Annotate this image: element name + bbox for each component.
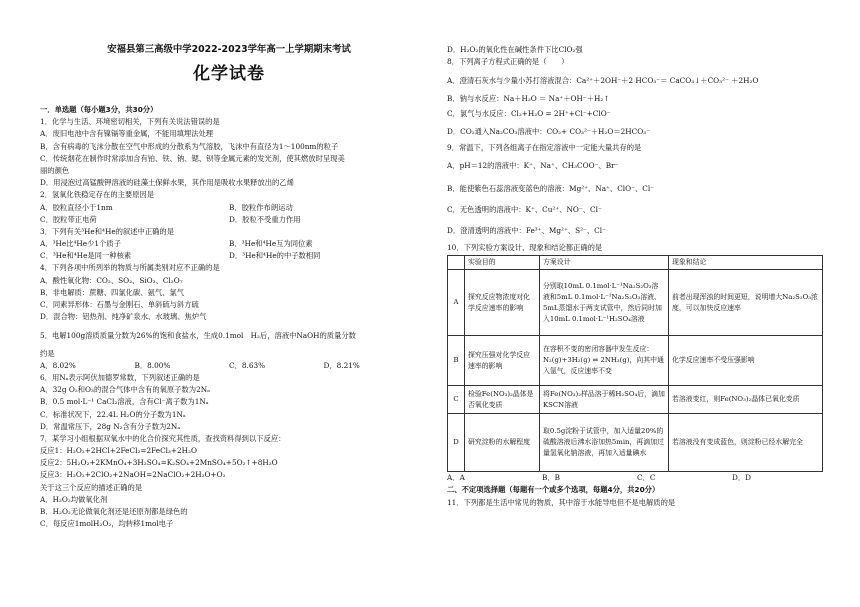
q7-reaction-3: 反应3：H₂O₂+2ClO₂+2NaOH=2NaClO₂+2H₂O+O₂ — [40, 470, 226, 480]
q9-option-c: C．无色透明的溶液中：K⁺、Cu²⁺、NO⁻、Cl⁻ — [447, 204, 602, 214]
q3-option-d: D．³He和⁴He的中子数相同 — [229, 251, 321, 261]
row-purpose: 检验Fe(NO₃)₂晶体是否氧化变质 — [465, 386, 540, 414]
q3-option-a: A．³He比⁴He少1个质子 — [40, 239, 121, 249]
q1-option-c: C．传统烟花在制作时常添加含有铂、铁、钠、锶、钡等金属元素的发光剂，使其燃放时呈现美 — [40, 153, 345, 163]
row-result: 前者出现浑浊的时间更短，说明增大Na₂S₂O₃浓度，可以加快反应速率 — [669, 270, 823, 336]
row-label: D — [448, 414, 465, 472]
q5-stem-cont: 约是 — [40, 348, 55, 358]
q4-option-c: C．同素异形体：石墨与金刚石、单斜硫与斜方硫 — [40, 300, 199, 309]
table-header-purpose: 实验目的 — [465, 256, 540, 270]
row-label: A — [448, 270, 465, 336]
row-purpose: 研究淀粉的水解程度 — [465, 414, 540, 472]
q3-options-row2 — [40, 250, 418, 262]
q4-option-a: A．酸性氧化物：CO₂、SO₂、SiO₂、Cl₂O₇ — [40, 275, 183, 285]
table-row — [448, 270, 823, 336]
q1-stem: 1．化学与生活、环境密切相关，下列有关说法错误的是 — [40, 117, 220, 127]
row-result: 化学反应速率不受压强影响 — [669, 336, 823, 386]
row-label: C — [448, 386, 465, 414]
q2-option-b: B．胶粒作布朗运动 — [229, 202, 293, 212]
q7-reaction-1: 反应1：H₂O₂+2HCl+2FeCl₂=2FeCl₃+2H₂O — [40, 446, 197, 456]
section-2-heading: 二、不定项选择题（每题有一个或多个选项，每题4分，共20分） — [447, 485, 660, 495]
q4-stem: 4．下列各项中所列举的物质与所属类别对应不正确的是 — [40, 263, 220, 273]
row-result: 若溶液没有变成蓝色，则淀粉已经水解完全 — [669, 414, 823, 472]
row-result: 若溶液变红，则Fe(NO₃)₂晶体已氧化变质 — [669, 386, 823, 414]
q2-options-row1 — [40, 202, 418, 214]
q9-stem: 9．常温下，下列各组离子在指定溶液中一定能大量共存的是 — [447, 143, 642, 153]
q7-option-a: A．H₂O₂均做氧化剂 — [40, 494, 108, 504]
table-header-row — [448, 256, 823, 270]
paper-title: 化学试卷 — [193, 64, 265, 84]
q6-option-c: C．标准状况下，22.4L H₂O的分子数为1Nₐ — [40, 409, 186, 419]
q1-option-b: B．含有病毒的飞沫分散在空气中形成的分散系为气溶胶，飞沫中有直径为1～100nm的粒子 — [40, 141, 339, 151]
q7-option-b: B．H₂O₂无论做氧化剂还是还原剂都是绿色的 — [40, 507, 188, 516]
q1-option-a: A．废旧电池中含有镍镉等重金属，不能用填埋法处理 — [40, 129, 214, 139]
row-label: B — [448, 336, 465, 386]
q6-option-d: D．常温常压下，28g N₂含有分子数为2Nₐ — [40, 421, 181, 431]
q10-option-b: B．B — [542, 473, 561, 483]
q4-option-b: B．非电解质：蔗糖、四氯化碳、氨气、氯气 — [40, 287, 185, 297]
table-header-result: 现象和结论 — [669, 256, 823, 270]
q6-option-a: A．32g O₂和O₃的混合气体中含有的氧原子数为2Nₐ — [40, 385, 210, 395]
q6-option-b: B．0.5 mol·L⁻¹ CaCl₂溶液，含有Cl⁻离子数为1Nₐ — [40, 397, 209, 407]
q8-option-a: A．澄清石灰水与少量小苏打溶液混合：Ca²⁺＋2OH⁻＋2 HCO₃⁻＝ CaCO₃↓＋CO₃²⁻ ＋2H₂O — [447, 76, 759, 86]
q10-option-a: A．A — [447, 473, 465, 483]
q1-option-d: D．用浸泡过高锰酸钾溶液的硅藻土保鲜水果，其作用是吸收水果释放出的乙烯 — [40, 178, 294, 188]
q10-stem: 10．下列实验方案设计、现象和结论都正确的是 — [447, 243, 603, 253]
q2-option-a: A．胶粒直径小于1nm — [40, 202, 113, 212]
q4-option-d: D．混合物：铝热剂、纯净矿泉水、水玻璃、焦炉气 — [40, 312, 207, 322]
q7-stem: 7．某学习小组根据双氧水中的化合价探究其性质，查找资料得到以下反应： — [40, 433, 286, 443]
q2-options-row2 — [40, 214, 418, 226]
table-row — [448, 414, 823, 472]
q9-option-b: B．能使紫色石蕊溶液变蓝色的溶液：Mg²⁺、Na⁺、ClO⁻、Cl⁻ — [447, 183, 655, 193]
q8-stem: 8．下列离子方程式正确的是（ ） — [447, 57, 569, 67]
q5-option-d: D．8.21% — [323, 360, 360, 370]
q11-stem: 11．下列都是生活中常见的物质，其中溶于水能导电但不是电解质的是 — [447, 497, 676, 507]
q3-option-c: C．³He和⁴He是同一种核素 — [40, 251, 132, 261]
table-header-blank — [448, 256, 465, 270]
experiment-table — [447, 255, 823, 472]
school-title: 安福县第三高级中学2022-2023学年高一上学期期末考试 — [107, 44, 351, 55]
q8-option-b: B．钠与水反应：Na＋H₂O ＝ Na⁺＋OH⁻＋H₂↑ — [447, 93, 610, 103]
table-row — [448, 386, 823, 414]
q8-option-d: D．CO₂通入Na₂CO₃溶液中：CO₂+ CO₃²⁻＋H₂O＝2HCO₃⁻ — [447, 126, 650, 136]
table-header-design: 方案设计 — [540, 256, 669, 270]
q2-option-d: D．胶粒不受重力作用 — [229, 214, 301, 224]
q9-option-a: A．pH＝12的溶液中：K⁺、Na⁺、CH₃COO⁻、Br⁻ — [447, 161, 619, 171]
q7-option-c: C．每反应1molH₂O₂，均转移1mol电子 — [40, 519, 174, 529]
q5-option-b: B．8.00% — [134, 360, 171, 370]
q2-stem: 2．氢氧化铁稳定存在的主要原因是 — [40, 190, 155, 200]
row-design: 取0.5g淀粉于试管中，加入适量20%的硫酸溶液后沸水浴加热5min，再滴加过量氢氧化钠溶液，再加入适量碘水 — [540, 414, 669, 472]
q2-option-c: C．胶粒带正电荷 — [40, 214, 97, 224]
q7-question: 关于这三个反应的描述正确的是 — [40, 482, 143, 492]
q7-reaction-2: 反应2：5H₂O₂+2KMnO₄+3H₂SO₄=K₂SO₄+2MnSO₄+5O₂↑+8H₂O — [40, 458, 278, 468]
table-row — [448, 336, 823, 386]
q5-option-c: C．8.63% — [229, 360, 266, 370]
q8-option-c: C．氯气与水反应：Cl₂+H₂O = 2H⁺+Cl⁻+ClO⁻ — [447, 108, 611, 118]
row-purpose: 探究压强对化学反应速率的影响 — [465, 336, 540, 386]
row-purpose: 探究反应物浓度对化学反应速率的影响 — [465, 270, 540, 336]
q5-stem: 5．电解100g溶质质量分数为26%的饱和食盐水，生成0.1mol H₂后，溶液中NaOH的质量分数 — [40, 331, 356, 341]
q3-options-row1 — [40, 238, 418, 250]
q7-option-d: D．H₂O₂的氧化性在碱性条件下比ClO₂强 — [447, 45, 583, 54]
q9-option-d: D．澄清透明的溶液中：Fe³⁺、Mg²⁺、S²⁻、Cl⁻ — [447, 225, 606, 235]
q6-stem: 6．用Nₐ表示阿伏加德罗常数，下列叙述正确的是 — [40, 372, 200, 382]
row-design: 将Fe(NO₃)₂样品溶于稀H₂SO₄后，滴加KSCN溶液 — [540, 386, 669, 414]
q10-options — [447, 472, 827, 484]
row-design: 在容积不变的密闭容器中发生反应：N₂(g)+3H₂(g) ⇌ 2NH₃(g)，向其中通入氩气，反应速率不变 — [540, 336, 669, 386]
q3-stem: 3．下列有关³He和⁴He的叙述中正确的是 — [40, 226, 175, 236]
q5-options — [40, 360, 418, 372]
section-1-heading: 一．单选题（每小题3分，共30分） — [40, 105, 158, 114]
q3-option-b: B．³He和⁴He互为同位素 — [229, 239, 313, 249]
q1-option-c-cont: 丽的颜色 — [40, 165, 70, 175]
q10-option-c: C．C — [637, 473, 656, 483]
q5-option-a: A．8.02% — [40, 360, 76, 370]
q10-option-d: D．D — [732, 473, 751, 483]
row-design: 分别取10mL 0.1mol·L⁻¹Na₂S₂O₃溶液和5mL 0.1mol·L⁻¹Na₂S₂O₃溶液、5mL蒸馏水于两支试管中，然后同时加入10mL 0.1mol·L⁻¹H₂SO₄溶液 — [540, 270, 669, 336]
